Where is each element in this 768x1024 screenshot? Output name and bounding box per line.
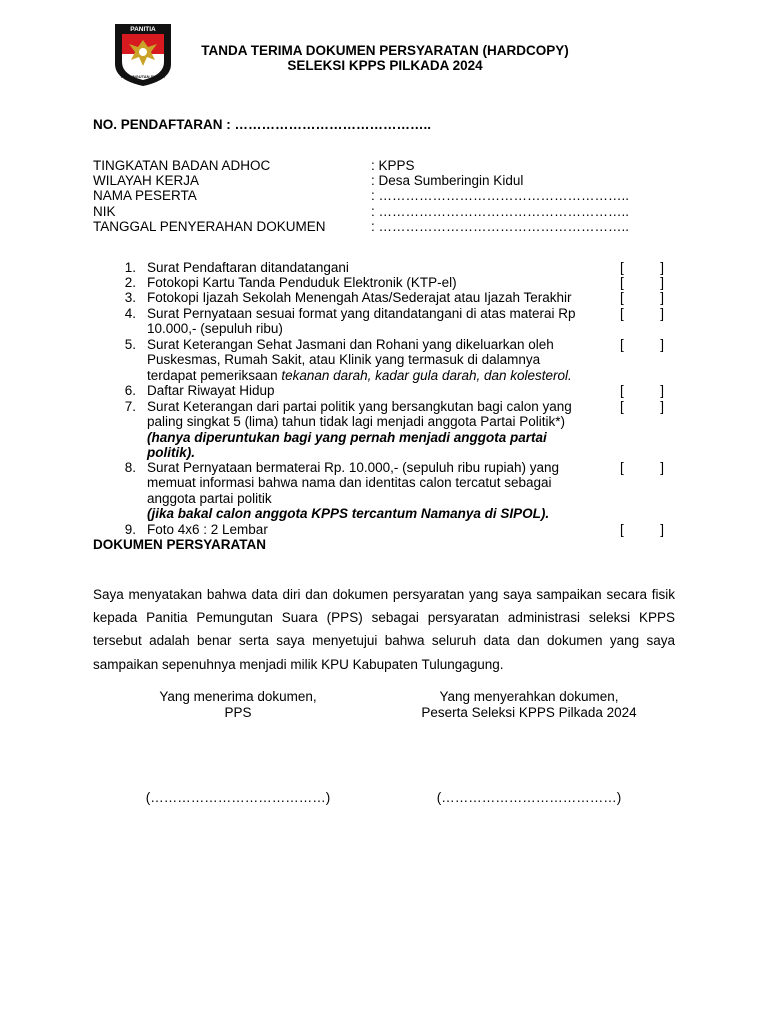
item-number: 4. (124, 306, 136, 321)
item-text-line: Surat Keterangan dari partai politik yang bersangkutan bagi calon yang (147, 399, 572, 414)
field-label: TINGKATAN BADAN ADHOC (93, 158, 271, 173)
checklist-item (0, 290, 768, 306)
field-label: WILAYAH KERJA (93, 173, 200, 188)
checkbox[interactable]: [ ] (620, 275, 664, 290)
receiver-signature-line: (…………………………………) (145, 790, 331, 805)
checklist-item (0, 383, 768, 399)
checklist-item (0, 306, 768, 338)
item-number: 1. (124, 260, 136, 275)
item-note-line: (hanya diperuntukan bagi yang pernah menjadi anggota partai (147, 430, 547, 445)
checkbox[interactable]: [ ] (620, 383, 664, 398)
checkbox[interactable]: [ ] (620, 399, 664, 414)
field-value: : ……………………………………………….. (371, 204, 630, 219)
item-number: 6. (124, 383, 136, 398)
item-text-line: paling singkat 5 (lima) tahun tidak lagi menjadi anggota Partai Politik*) (147, 414, 565, 429)
checklist-item (0, 260, 768, 276)
field-value: : ……………………………………………….. (371, 219, 630, 234)
checklist-item (0, 522, 768, 538)
submitter-signature-block (404, 689, 654, 721)
checkbox[interactable]: [ ] (620, 460, 664, 475)
receiver-label: Yang menerima dokumen, (159, 689, 317, 704)
submitter-label: Yang menyerahkan dokumen, (439, 689, 619, 704)
pps-logo (111, 20, 175, 88)
submitter-signature-line: (…………………………………) (436, 790, 622, 805)
field-label: NIK (93, 204, 116, 219)
checkbox[interactable]: [ ] (620, 290, 664, 305)
item-text-line: anggota partai politik (147, 491, 272, 506)
field-label: NAMA PESERTA (93, 188, 197, 203)
submitter-role: Peserta Seleksi KPPS Pilkada 2024 (421, 705, 637, 720)
item-note-line: politik). (147, 445, 195, 460)
section-heading: DOKUMEN PERSYARATAN (93, 537, 267, 552)
checkbox[interactable]: [ ] (620, 306, 664, 321)
item-text: Daftar Riwayat Hidup (147, 383, 275, 398)
garuda-emblem-icon (111, 20, 175, 88)
checklist-item (0, 275, 768, 291)
document-title-line2: SELEKSI KPPS PILKADA 2024 (287, 58, 483, 73)
registration-number: NO. PENDAFTARAN : …………………………………….. (93, 117, 431, 132)
field-value: : ……………………………………………….. (371, 188, 630, 203)
receiver-role: PPS (224, 705, 252, 720)
item-text: Foto 4x6 : 2 Lembar (147, 522, 268, 537)
logo-text-top: PANITIA (130, 26, 156, 33)
item-text-line: Puskesmas, Rumah Sakit, atau Klinik yang termasuk di dalamnya (147, 352, 541, 367)
field-value: : Desa Sumberingin Kidul (371, 173, 524, 188)
field-label: TANGGAL PENYERAHAN DOKUMEN (93, 219, 326, 234)
receiver-signature-block (128, 689, 348, 721)
field-value: : KPPS (371, 158, 415, 173)
item-number: 5. (124, 337, 136, 352)
item-text-line: 10.000,- (sepuluh ribu) (147, 321, 283, 336)
document-title-line1: TANDA TERIMA DOKUMEN PERSYARATAN (HARDCOPY) (201, 43, 569, 58)
item-number: 7. (124, 399, 136, 414)
item-number: 8. (124, 460, 136, 475)
item-text-line: Surat Pernyataan sesuai format yang ditandatangani di atas materai Rp (147, 306, 576, 321)
item-text-line: Surat Keterangan Sehat Jasmani dan Rohani yang dikeluarkan oleh (147, 337, 554, 352)
item-text-line: memuat informasi bahwa nama dan identitas calon tercatut sebagai (147, 475, 552, 490)
item-number: 9. (124, 522, 136, 537)
item-text-line: terdapat pemeriksaan tekanan darah, kadar gula darah, dan kolesterol. (147, 368, 572, 383)
checklist-item (0, 337, 768, 385)
checklist-item (0, 460, 768, 522)
item-note-line: (jika bakal calon anggota KPPS tercantum Namanya di SIPOL). (147, 506, 550, 521)
checkbox[interactable]: [ ] (620, 522, 664, 537)
checkbox[interactable]: [ ] (620, 260, 664, 275)
item-text: Surat Pendaftaran ditandatangani (147, 260, 349, 275)
item-text: Fotokopi Kartu Tanda Penduduk Elektronik (KTP-el) (147, 275, 457, 290)
item-number: 3. (124, 290, 136, 305)
checkbox[interactable]: [ ] (620, 337, 664, 352)
statement-paragraph: Saya menyatakan bahwa data diri dan dokumen persyaratan yang saya sampaikan secara fisik kepada Panitia Pemungutan Suara (PPS) sebagai persyaratan administrasi seleksi KPPS tersebut adalah benar serta saya menyetujui bahwa seluruh data dan dokumen yang saya sampaikan sepenuhnya menjadi milik KPU Kabupaten Tulungagung. (93, 587, 675, 672)
item-number: 2. (124, 275, 136, 290)
item-text: Fotokopi Ijazah Sekolah Menengah Atas/Sederajat atau Ijazah Terakhir (147, 290, 572, 305)
checklist-item (0, 399, 768, 461)
item-text-line: Surat Pernyataan bermaterai Rp. 10.000,- (sepuluh ribu rupiah) yang (147, 460, 559, 475)
logo-text-bottom: PEMUNGUTAN SUARA (121, 74, 165, 79)
